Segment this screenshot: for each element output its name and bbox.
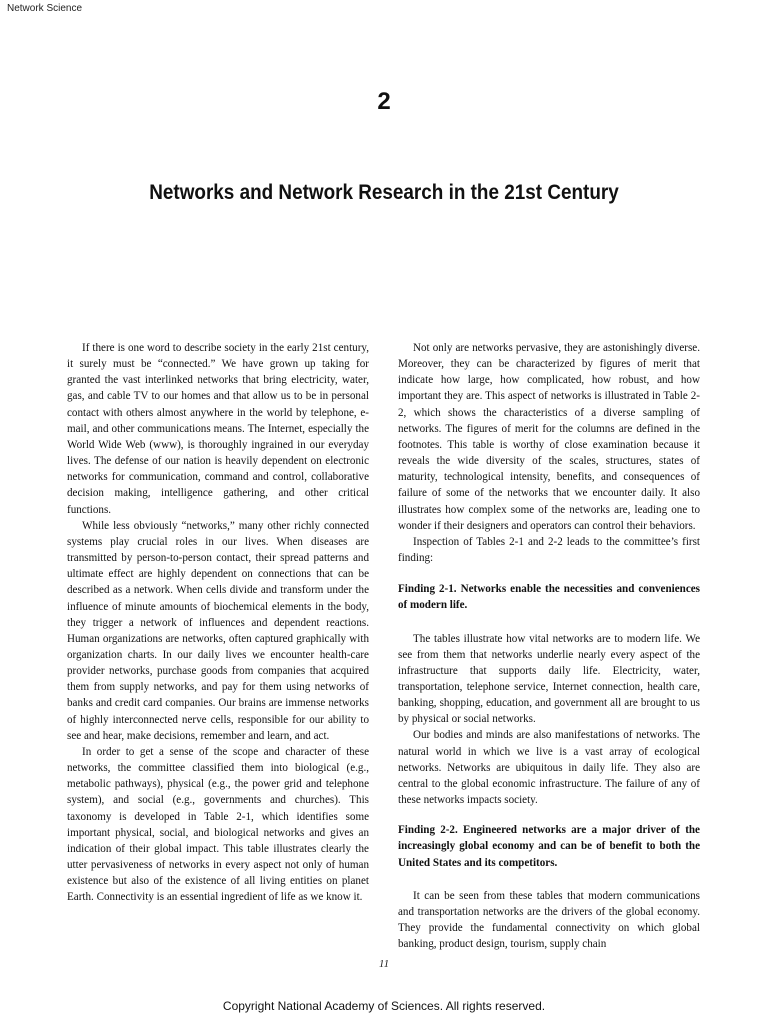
copyright-notice: Copyright National Academy of Sciences. All rights reserved. [222, 999, 546, 1013]
paragraph: Not only are networks pervasive, they are astonishingly diverse. Moreover, they can be characterized by figures of merit that indicate how large, how complicated, how robust, and how important they are. This aspect of networks is illustrated in Table 2-2, which shows the characteristics of a diverse sampling of networks. The figures of merit for the columns are defined in the footnotes. This table is worthy of close examination because it reveals the wide diversity of the scales, structures, states of maturity, technological intensity, benefits, and consequences of failure of some of the networks that we encounter daily. It also illustrates how complex some of the networks are, leading one to wonder if their designers and operators can control their behaviors. [398, 342, 700, 532]
chapter-title: Networks and Network Research in the 21st Century [149, 181, 619, 204]
finding-2-2: Finding 2-2. Engineered networks are a major driver of the increasingly global economy and can be of benefit to both the United States and its competitors. [398, 824, 700, 869]
left-column [67, 340, 369, 905]
paragraph: Inspection of Tables 2-1 and 2-2 leads to the committee’s first finding: [398, 535, 700, 565]
paragraph: It can be seen from these tables that modern communications and transportation networks are the drivers of the global economy. They provide the fundamental connectivity on which global banking, product design, tourism, supply chain [398, 889, 700, 951]
paragraph: If there is one word to describe society in the early 21st century, it surely must be “connected.” We have grown up taking for granted the vast interlinked networks that bring electricity, water, gas, and cable TV to our homes and that allow us to be in personal contact with others almost anywhere in the world by telephone, e-mail, and other communications means. The Internet, especially the World Wide Web (www), is thoroughly ingrained in our everyday lives. The defense of our nation is heavily dependent on electronic networks for communication, command and control, collaborative decision making, intelligence gathering, and other critical functions. [67, 342, 369, 516]
paragraph: Our bodies and minds are also manifestations of networks. The natural world in which we live is a vast array of ecological networks. Networks are ubiquitous in daily life. They also are central to the global economic infrastructure. The failure of any of these networks impacts society. [398, 729, 700, 807]
paragraph: The tables illustrate how vital networks are to modern life. We see from them that networks underlie nearly every aspect of the infrastructure that supports daily life. Electricity, water, transportation, telephone service, Internet connection, health care, banking, shopping, education, and government all are brought to us by physical or social networks. [398, 632, 700, 726]
paragraph: In order to get a sense of the scope and character of these networks, the committee classified them into biological (e.g., metabolic pathways), physical (e.g., the power grid and telephone system), and social (e.g., governments and churches). This taxonomy is developed in Table 2-1, which identifies some important physical, social, and biological networks and gives an indication of their global impact. This table illustrates clearly the utter pervasiveness of networks in every aspect not only of human existence but also of the existence of all living entities on planet Earth. Connectivity is an essential ingredient of life as we know it. [67, 745, 369, 904]
right-column [398, 340, 700, 952]
finding-2-1: Finding 2-1. Networks enable the necessities and conveniences of modern life. [398, 583, 700, 612]
page-number: 11 [378, 958, 390, 970]
running-head: Network Science [7, 3, 83, 14]
paragraph: While less obviously “networks,” many other richly connected systems play crucial roles in our lives. When diseases are transmitted by person-to-person contact, their spread patterns and ultimate effect are highly dependent on connections that can be described as a network. When cells divide and transform under the influence of minute amounts of biochemical elements in the body, they trigger a network of influences and dependent reactions. Human organizations are networks, often captured graphically with organization charts. In our daily lives we encounter health-care provider networks, purchase goods from companies that acquired them from supply networks, and pay for them using networks of banks and credit card companies. Our brains are immense networks of highly interconnected nerve cells, responsible for our ability to see and hear, make decisions, remember and learn, and act. [67, 519, 369, 742]
chapter-number: 2 [377, 88, 391, 115]
